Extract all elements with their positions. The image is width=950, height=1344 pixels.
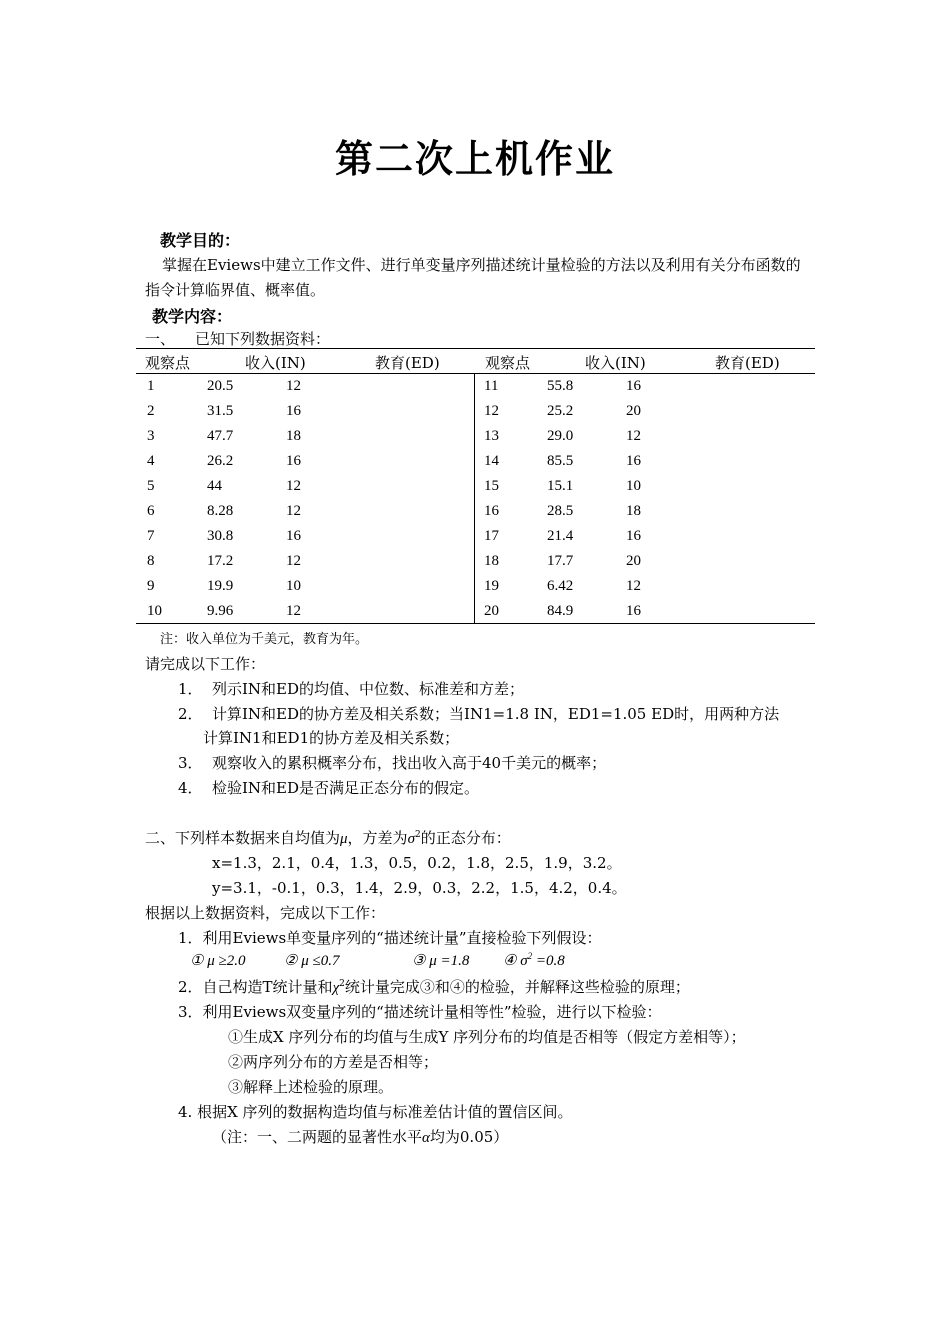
- s2-task2: [178, 976, 690, 997]
- hypothesis-4: [503, 951, 565, 970]
- task3-text: 观察收入的累积概率分布，找出收入高于40千美元的概率；: [212, 754, 607, 772]
- header-in-left: 收入(IN): [245, 354, 306, 372]
- objective-body: 掌握在Eviews中建立工作文件、进行单变量序列描述统计量检验的方法以及利用有关分布函数的指令计算临界值、概率值。: [145, 256, 801, 299]
- table-cell-income: 28.5: [547, 503, 574, 519]
- table-cell-income: 31.5: [207, 403, 234, 419]
- table-cell-income: 44: [207, 478, 222, 494]
- s2-task4: 4. 根据X 序列的数据构造均值与标准差估计值的置信区间。: [178, 1103, 573, 1121]
- section2-intro: [145, 827, 511, 848]
- task4-text: 检验IN和ED是否满足正态分布的假定。: [212, 779, 480, 797]
- table-cell-education: 12: [286, 378, 301, 394]
- table-cell-income: 8.28: [207, 503, 234, 519]
- hypothesis-4-exponent: 2: [527, 951, 533, 961]
- table-cell-income: 26.2: [207, 453, 234, 469]
- task3-num: 3．: [178, 754, 203, 772]
- objective-text: [145, 253, 810, 303]
- hypothesis-4-sigma: σ: [520, 953, 528, 969]
- header-obs-right: 观察点: [485, 354, 531, 372]
- table-cell-obs: 11: [484, 378, 499, 394]
- table-cell-income: 17.2: [207, 553, 234, 569]
- content-heading: 教学内容：: [152, 307, 233, 326]
- significance-note: [212, 1126, 508, 1147]
- table-cell-education: 20: [626, 403, 641, 419]
- table-cell-education: 16: [626, 453, 641, 469]
- table-cell-education: 16: [626, 603, 641, 619]
- table-cell-obs: 19: [484, 578, 499, 594]
- table-cell-obs: 13: [484, 428, 499, 444]
- chi-symbol: χ: [332, 980, 340, 996]
- table-cell-obs: 2: [147, 403, 155, 419]
- table-cell-education: 16: [286, 453, 301, 469]
- header-obs-left: 观察点: [145, 354, 191, 372]
- section2-intro-c: 的正态分布：: [420, 829, 511, 847]
- y-data-line: y=3.1，-0.1，0.3，1.4，2.9，0.3，2.2，1.5，4.2，0.4。: [212, 879, 627, 897]
- table-cell-education: 10: [286, 578, 301, 594]
- table-cell-income: 21.4: [547, 528, 574, 544]
- table-cell-obs: 5: [147, 478, 155, 494]
- table-note: 注：收入单位为千美元，教育为年。: [160, 632, 369, 647]
- section1-task-intro: 请完成以下工作：: [145, 655, 266, 673]
- chi-exponent: 2: [339, 979, 345, 989]
- sigma-exponent: 2: [414, 830, 421, 840]
- table-cell-income: 85.5: [547, 453, 574, 469]
- table-cell-income: 15.1: [547, 478, 574, 494]
- table-cell-education: 16: [626, 528, 641, 544]
- table-cell-education: 12: [626, 578, 641, 594]
- section1-intro: 已知下列数据资料：: [195, 330, 331, 348]
- alpha-symbol: α: [422, 1130, 430, 1146]
- table-cell-income: 17.7: [547, 553, 574, 569]
- page-title: 第二次上机作业: [334, 137, 615, 181]
- table-cell-obs: 15: [484, 478, 499, 494]
- section2-intro-a: 二、下列样本数据来自均值为: [145, 829, 341, 847]
- table-cell-obs: 1: [147, 378, 155, 394]
- section2-task-intro: 根据以上数据资料，完成以下工作：: [145, 904, 386, 922]
- table-cell-obs: 8: [147, 553, 155, 569]
- table-cell-education: 12: [286, 603, 301, 619]
- hypothesis-4-value: =0.8: [535, 953, 565, 969]
- mu-symbol: μ: [340, 831, 348, 847]
- table-header-rule: [136, 373, 815, 374]
- table-cell-income: 84.9: [547, 603, 574, 619]
- task2-text-cont: 计算IN1和ED1的协方差及相关系数；: [203, 729, 460, 747]
- section1-number: 一、: [145, 330, 176, 348]
- table-cell-income: 25.2: [547, 403, 574, 419]
- task1-num: 1．: [178, 680, 203, 698]
- table-cell-obs: 9: [147, 578, 155, 594]
- table-cell-education: 18: [286, 428, 301, 444]
- s2-task3-item1: ①生成X 序列分布的均值与生成Y 序列分布的均值是否相等（假定方差相等）；: [228, 1028, 746, 1046]
- header-in-right: 收入(IN): [585, 354, 646, 372]
- table-cell-education: 12: [286, 503, 301, 519]
- header-ed-left: 教育(ED): [375, 354, 440, 372]
- hypothesis-1: ① μ ≥2.0: [190, 953, 246, 969]
- table-cell-education: 16: [286, 403, 301, 419]
- table-cell-obs: 12: [484, 403, 499, 419]
- table-bottom-rule: [136, 623, 815, 624]
- sigma-symbol: σ: [407, 831, 415, 847]
- table-cell-income: 47.7: [207, 428, 234, 444]
- section2-intro-b: ，方差为: [347, 829, 408, 847]
- table-cell-education: 18: [626, 503, 641, 519]
- significance-note-a: （注：一、二两题的显著性水平: [212, 1128, 423, 1146]
- table-cell-income: 20.5: [207, 378, 234, 394]
- table-cell-obs: 6: [147, 503, 155, 519]
- hypothesis-4-mark: ④: [503, 953, 517, 969]
- table-cell-obs: 16: [484, 503, 499, 519]
- s2-task1: 1．利用Eviews单变量序列的“描述统计量”直接检验下列假设：: [178, 929, 602, 947]
- task4-num: 4．: [178, 779, 203, 797]
- table-cell-obs: 7: [147, 528, 155, 544]
- table-cell-income: 29.0: [547, 428, 574, 444]
- table-cell-income: 30.8: [207, 528, 234, 544]
- table-cell-income: 9.96: [207, 603, 234, 619]
- table-cell-education: 12: [626, 428, 641, 444]
- s2-task2-b: 统计量完成③和④的检验，并解释这些检验的原理；: [344, 978, 690, 996]
- table-top-rule: [136, 348, 815, 349]
- task1-text: 列示IN和ED的均值、中位数、标准差和方差；: [212, 680, 525, 698]
- table-cell-income: 19.9: [207, 578, 234, 594]
- table-cell-obs: 20: [484, 603, 499, 619]
- table-cell-obs: 17: [484, 528, 499, 544]
- task2-num: 2．: [178, 705, 203, 723]
- table-cell-education: 10: [626, 478, 641, 494]
- task2-text: 计算IN和ED的协方差及相关系数；当IN1=1.8 IN，ED1=1.05 ED时，用两种方法: [212, 705, 780, 723]
- table-divider: [474, 373, 475, 623]
- table-cell-income: 55.8: [547, 378, 574, 394]
- table-cell-education: 20: [626, 553, 641, 569]
- s2-task3: 3．利用Eviews双变量序列的“描述统计量相等性”检验，进行以下检验：: [178, 1003, 662, 1021]
- hypothesis-2: ② μ ≤0.7: [284, 953, 340, 969]
- table-cell-education: 12: [286, 478, 301, 494]
- x-data-line: x=1.3，2.1，0.4，1.3，0.5，0.2，1.8，2.5，1.9，3.2。: [212, 854, 622, 872]
- table-cell-education: 16: [286, 528, 301, 544]
- table-cell-obs: 4: [147, 453, 155, 469]
- objective-heading: 教学目的：: [160, 231, 241, 250]
- table-cell-obs: 10: [147, 603, 162, 619]
- table-cell-obs: 3: [147, 428, 155, 444]
- table-cell-education: 12: [286, 553, 301, 569]
- table-cell-income: 6.42: [547, 578, 574, 594]
- hypothesis-3: ③ μ =1.8: [412, 953, 470, 969]
- s2-task3-item3: ③解释上述检验的原理。: [228, 1078, 394, 1096]
- table-cell-obs: 14: [484, 453, 499, 469]
- s2-task2-a: 2．自己构造T统计量和: [178, 978, 333, 996]
- s2-task3-item2: ②两序列分布的方差是否相等；: [228, 1053, 439, 1071]
- header-ed-right: 教育(ED): [715, 354, 780, 372]
- table-cell-education: 16: [626, 378, 641, 394]
- table-cell-obs: 18: [484, 553, 499, 569]
- significance-note-b: 均为0.05）: [429, 1128, 509, 1146]
